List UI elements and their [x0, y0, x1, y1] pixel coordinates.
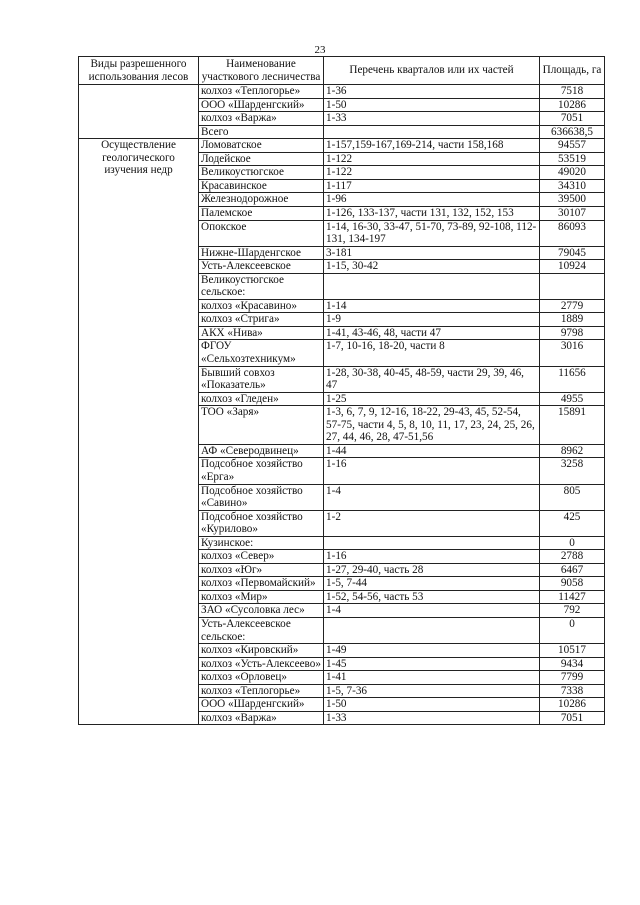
quarters-cell: 1-52, 54-56, часть 53 — [324, 590, 540, 604]
area-cell: 11656 — [540, 366, 605, 392]
area-cell: 9798 — [540, 326, 605, 340]
forestry-cell: Нижне-Шарденгское — [199, 246, 324, 260]
quarters-cell: 1-25 — [324, 392, 540, 406]
quarters-cell: 1-4 — [324, 604, 540, 618]
forestry-cell: колхоз «Теплогорье» — [199, 85, 324, 99]
quarters-cell: 1-2 — [324, 510, 540, 536]
area-cell: 8962 — [540, 444, 605, 458]
area-cell: 1889 — [540, 313, 605, 327]
quarters-cell: 1-44 — [324, 444, 540, 458]
area-cell: 10286 — [540, 698, 605, 712]
forestry-cell: Подсобное хозяйство «Курилово» — [199, 510, 324, 536]
quarters-cell: 1-14 — [324, 299, 540, 313]
quarters-cell: 1-28, 30-38, 40-45, 48-59, части 29, 39, 46, 47 — [324, 366, 540, 392]
forestry-cell: Бывший совхоз «Показатель» — [199, 366, 324, 392]
quarters-cell: 3-181 — [324, 246, 540, 260]
forestry-cell: ФГОУ «Сельхозтехникум» — [199, 340, 324, 366]
page-number: 23 — [314, 44, 326, 56]
area-cell: 7051 — [540, 711, 605, 725]
area-cell: 94557 — [540, 139, 605, 153]
table-row — [79, 139, 605, 153]
table-row — [79, 85, 605, 99]
area-cell: 0 — [540, 617, 605, 643]
area-cell: 2788 — [540, 550, 605, 564]
forestry-cell: АКХ «Нива» — [199, 326, 324, 340]
header-use-type: Виды разрешенного использования лесов — [79, 57, 199, 85]
forestry-cell: колхоз «Кировский» — [199, 644, 324, 658]
forestry-cell: Лодейское — [199, 152, 324, 166]
forestry-cell: ООО «Шарденгский» — [199, 698, 324, 712]
use-type-cell: Осуществление геологического изучения недр — [79, 139, 199, 725]
area-cell: 30107 — [540, 207, 605, 221]
forestry-cell: колхоз «Мир» — [199, 590, 324, 604]
quarters-cell: 1-33 — [324, 112, 540, 126]
area-cell: 7518 — [540, 85, 605, 99]
area-cell: 805 — [540, 484, 605, 510]
area-cell: 792 — [540, 604, 605, 618]
forestry-cell: Великоустюгское сельское: — [199, 273, 324, 299]
forestry-cell: колхоз «Север» — [199, 550, 324, 564]
quarters-cell: 1-50 — [324, 698, 540, 712]
quarters-cell: 1-9 — [324, 313, 540, 327]
header-forestry: Наименование участкового лесничества — [199, 57, 324, 85]
area-cell: 2779 — [540, 299, 605, 313]
forestry-cell: Опокское — [199, 220, 324, 246]
area-cell: 7338 — [540, 684, 605, 698]
quarters-cell: 1-27, 29-40, часть 28 — [324, 563, 540, 577]
quarters-cell: 1-7, 10-16, 18-20, части 8 — [324, 340, 540, 366]
forestry-cell: колхоз «Красавино» — [199, 299, 324, 313]
quarters-cell: 1-117 — [324, 179, 540, 193]
quarters-cell: 1-5, 7-36 — [324, 684, 540, 698]
forestry-cell: ЗАО «Сусоловка лес» — [199, 604, 324, 618]
area-cell: 10517 — [540, 644, 605, 658]
forestry-cell: Подсобное хозяйство «Ерга» — [199, 458, 324, 484]
area-cell: 7799 — [540, 671, 605, 685]
quarters-cell: 1-41 — [324, 671, 540, 685]
area-cell: 3016 — [540, 340, 605, 366]
area-cell: 9058 — [540, 577, 605, 591]
forestry-cell: колхоз «Усть-Алексеево» — [199, 657, 324, 671]
forestry-cell: колхоз «Юг» — [199, 563, 324, 577]
area-cell: 7051 — [540, 112, 605, 126]
forestry-cell: колхоз «Теплогорье» — [199, 684, 324, 698]
area-cell: 10924 — [540, 260, 605, 274]
table-header-row — [79, 57, 605, 85]
forestry-cell: Усть-Алексеевское — [199, 260, 324, 274]
quarters-cell: 1-126, 133-137, части 131, 132, 152, 153 — [324, 207, 540, 221]
header-area: Площадь, га — [540, 57, 605, 85]
header-quarters: Перечень кварталов или их частей — [324, 57, 540, 85]
area-cell — [540, 273, 605, 299]
quarters-cell: 1-14, 16-30, 33-47, 51-70, 73-89, 92-108, 112-131, 134-197 — [324, 220, 540, 246]
quarters-cell: 1-41, 43-46, 48, части 47 — [324, 326, 540, 340]
area-cell: 86093 — [540, 220, 605, 246]
area-cell: 0 — [540, 536, 605, 550]
forestry-cell: Палемское — [199, 207, 324, 221]
area-cell: 10286 — [540, 98, 605, 112]
quarters-cell: 1-4 — [324, 484, 540, 510]
area-cell: 34310 — [540, 179, 605, 193]
forestry-cell: Ломоватское — [199, 139, 324, 153]
quarters-cell: 1-45 — [324, 657, 540, 671]
use-type-cell — [79, 85, 199, 139]
quarters-cell: 1-3, 6, 7, 9, 12-16, 18-22, 29-43, 45, 52-54, 57-75, части 4, 5, 8, 10, 11, 17, 23, 24, 25, 26, 27, 44, 46, 28, 47-51,56 — [324, 406, 540, 445]
quarters-cell: 1-122 — [324, 152, 540, 166]
area-cell: 636638,5 — [540, 125, 605, 139]
quarters-cell: 1-122 — [324, 166, 540, 180]
forestry-cell: Железнодорожное — [199, 193, 324, 207]
quarters-cell: 1-16 — [324, 458, 540, 484]
forestry-cell: Великоустюгское — [199, 166, 324, 180]
quarters-cell — [324, 536, 540, 550]
forestry-cell: Усть-Алексеевское сельское: — [199, 617, 324, 643]
quarters-cell — [324, 617, 540, 643]
forestry-cell: Кузинское: — [199, 536, 324, 550]
area-cell: 3258 — [540, 458, 605, 484]
forestry-cell: ТОО «Заря» — [199, 406, 324, 445]
table-block-previous — [79, 85, 605, 139]
quarters-cell: 1-33 — [324, 711, 540, 725]
quarters-cell: 1-96 — [324, 193, 540, 207]
quarters-cell: 1-5, 7-44 — [324, 577, 540, 591]
forestry-cell: Всего — [199, 125, 324, 139]
area-cell: 15891 — [540, 406, 605, 445]
forestry-cell: Красавинское — [199, 179, 324, 193]
forestry-cell: колхоз «Стрига» — [199, 313, 324, 327]
area-cell: 53519 — [540, 152, 605, 166]
table-block-geological-survey — [79, 139, 605, 725]
quarters-cell — [324, 273, 540, 299]
quarters-cell: 1-157,159-167,169-214, части 158,168 — [324, 139, 540, 153]
forestry-cell: колхоз «Гледен» — [199, 392, 324, 406]
quarters-cell — [324, 125, 540, 139]
area-cell: 425 — [540, 510, 605, 536]
quarters-cell: 1-49 — [324, 644, 540, 658]
area-cell: 79045 — [540, 246, 605, 260]
forestry-cell: ООО «Шарденгский» — [199, 98, 324, 112]
quarters-cell: 1-36 — [324, 85, 540, 99]
forestry-cell: колхоз «Варжа» — [199, 711, 324, 725]
quarters-cell: 1-50 — [324, 98, 540, 112]
quarters-cell: 1-16 — [324, 550, 540, 564]
area-cell: 49020 — [540, 166, 605, 180]
area-cell: 4955 — [540, 392, 605, 406]
forest-use-table — [78, 56, 605, 725]
forestry-cell: АФ «Северодвинец» — [199, 444, 324, 458]
quarters-cell: 1-15, 30-42 — [324, 260, 540, 274]
area-cell: 6467 — [540, 563, 605, 577]
forestry-cell: колхоз «Варжа» — [199, 112, 324, 126]
area-cell: 39500 — [540, 193, 605, 207]
forestry-cell: колхоз «Орловец» — [199, 671, 324, 685]
area-cell: 11427 — [540, 590, 605, 604]
forestry-cell: колхоз «Первомайский» — [199, 577, 324, 591]
area-cell: 9434 — [540, 657, 605, 671]
forestry-cell: Подсобное хозяйство «Савино» — [199, 484, 324, 510]
